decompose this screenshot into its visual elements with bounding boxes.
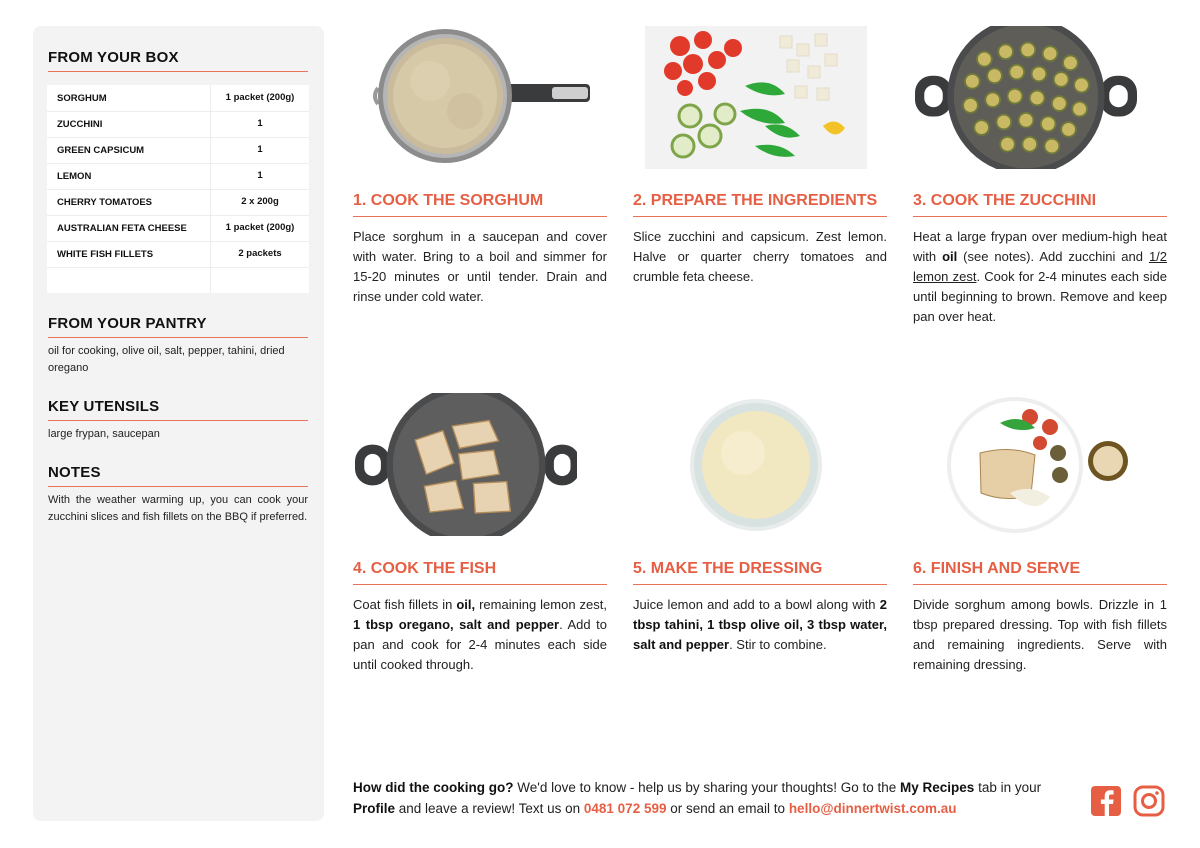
ingredient-quantity: 2 x 200g xyxy=(241,196,279,207)
box-title: FROM YOUR BOX xyxy=(48,49,179,66)
pantry-title-rule xyxy=(48,337,308,338)
step-title: 2. PREPARE THE INGREDIENTS xyxy=(633,192,878,209)
fish-in-frypan-image xyxy=(355,393,577,536)
footer-text-span[interactable]: 0481 072 599 xyxy=(583,801,667,816)
step-instructions xyxy=(913,595,1167,675)
footer-text-span: We'd love to know - help us by sharing your thoughts! Go to the xyxy=(513,780,901,795)
step-text-span: Coat fish fillets in xyxy=(353,597,457,612)
notes-text: With the weather warming up, you can cook your zucchini slices and fish fillets on the BBQ if preferred. xyxy=(48,494,308,523)
step-text-span: Place sorghum in a saucepan and cover with water. Bring to a boil and simmer for 15-20 minutes or until tender. Drain and rinse under cold water. xyxy=(353,229,607,304)
step-title: 3. COOK THE ZUCCHINI xyxy=(913,192,1097,209)
step-text-span: 1 tbsp oregano, salt and pepper xyxy=(353,617,560,632)
instagram-icon[interactable] xyxy=(1133,785,1165,817)
ingredient-row xyxy=(47,242,309,268)
ingredient-name: CHERRY TOMATOES xyxy=(57,197,153,208)
pantry-title: FROM YOUR PANTRY xyxy=(48,315,207,332)
step-title-rule xyxy=(633,584,887,585)
notes-title-rule xyxy=(48,486,308,487)
step-text-span: . Stir to combine. xyxy=(729,637,827,652)
ingredient-quantity: 2 packets xyxy=(238,248,282,259)
step-text-span: (see notes). Add zucchini and xyxy=(957,249,1149,264)
step-text-span: . Cook for 2-4 minutes each side until beginning to brown. Remove and keep pan over heat. xyxy=(913,269,1167,324)
step-text-span: Heat a large frypan over medium-high heat with xyxy=(913,229,1167,264)
step-text-span: remaining lemon zest, xyxy=(475,597,608,612)
plated-dish-image xyxy=(940,393,1162,536)
zucchini-in-frypan-image xyxy=(915,26,1137,169)
box-title-rule xyxy=(48,71,308,72)
utensils-title: KEY UTENSILS xyxy=(48,398,160,415)
ingredient-quantity: 1 xyxy=(257,118,263,129)
footer-text-span: tab in your xyxy=(974,780,1042,795)
step-title-rule xyxy=(913,216,1167,217)
step-title-rule xyxy=(913,584,1167,585)
ingredient-name: SORGHUM xyxy=(57,93,107,104)
pantry-text: oil for cooking, olive oil, salt, pepper, tahini, dried oregano xyxy=(48,345,285,374)
utensils-title-rule xyxy=(48,420,308,421)
ingredient-quantity: 1 xyxy=(257,170,263,181)
footer-text-span: Profile xyxy=(353,801,396,816)
ingredient-row xyxy=(47,138,309,164)
ingredient-row xyxy=(47,190,309,216)
ingredient-name: WHITE FISH FILLETS xyxy=(57,249,154,260)
step-title-rule xyxy=(353,584,607,585)
step-title: 1. COOK THE SORGHUM xyxy=(353,192,544,209)
step-text-span: oil xyxy=(942,249,958,264)
ingredient-name: ZUCCHINI xyxy=(57,119,103,130)
step-title-rule xyxy=(353,216,607,217)
chopped-vegetables-image xyxy=(645,26,867,169)
footer-text-span[interactable]: hello@dinnertwist.com.au xyxy=(788,801,957,816)
step-text-span: oil, xyxy=(456,597,476,612)
ingredients-table xyxy=(47,85,309,293)
sorghum-in-saucepan-image xyxy=(370,26,592,169)
step-text-span: 2 tbsp tahini, 1 tbsp olive oil, 3 tbsp water, salt and pepper xyxy=(633,597,887,652)
facebook-icon[interactable] xyxy=(1090,785,1122,817)
notes-title: NOTES xyxy=(48,464,101,481)
ingredient-quantity: 1 xyxy=(257,144,263,155)
footer-text-span: How did the cooking go? xyxy=(353,780,514,795)
step-text-span: Slice zucchini and capsicum. Zest lemon. Halve or quarter cherry tomatoes and crumble feta cheese. xyxy=(633,229,887,284)
step-title-rule xyxy=(633,216,887,217)
step-text-span: 1/2 lemon zest xyxy=(913,249,1168,284)
ingredient-quantity: 1 packet (200g) xyxy=(225,92,295,103)
feedback-footer xyxy=(353,777,1073,819)
step-instructions xyxy=(633,227,887,287)
step-instructions xyxy=(633,595,887,655)
sidebar xyxy=(33,26,324,821)
ingredient-quantity: 1 packet (200g) xyxy=(225,222,295,233)
ingredient-row xyxy=(47,112,309,138)
ingredient-row xyxy=(47,216,309,242)
step-title: 6. FINISH AND SERVE xyxy=(913,560,1081,577)
ingredient-row xyxy=(47,164,309,190)
step-text-span: Divide sorghum among bowls. Drizzle in 1 tbsp prepared dressing. Top with fish fillets and remaining ingredients. Serve with remaining dressing. xyxy=(913,597,1167,672)
dressing-in-bowl-image xyxy=(645,393,867,536)
step-title: 5. MAKE THE DRESSING xyxy=(633,560,823,577)
footer-text-span: My Recipes xyxy=(900,780,975,795)
footer-text-span: and leave a review! Text us on xyxy=(395,801,584,816)
ingredient-name: GREEN CAPSICUM xyxy=(57,145,145,156)
step-instructions xyxy=(353,595,607,675)
step-title: 4. COOK THE FISH xyxy=(353,560,497,577)
ingredient-name: AUSTRALIAN FETA CHEESE xyxy=(57,223,187,234)
ingredient-name: LEMON xyxy=(57,171,92,182)
utensils-text: large frypan, saucepan xyxy=(48,428,160,440)
ingredient-row xyxy=(47,86,309,112)
step-instructions xyxy=(913,227,1167,327)
step-text-span: . Add to pan and cook for 2-4 minutes each side until cooked through. xyxy=(353,617,608,672)
step-instructions xyxy=(353,227,607,307)
step-text-span: Juice lemon and add to a bowl along with xyxy=(633,597,880,612)
footer-text-span: or send an email to xyxy=(666,801,789,816)
